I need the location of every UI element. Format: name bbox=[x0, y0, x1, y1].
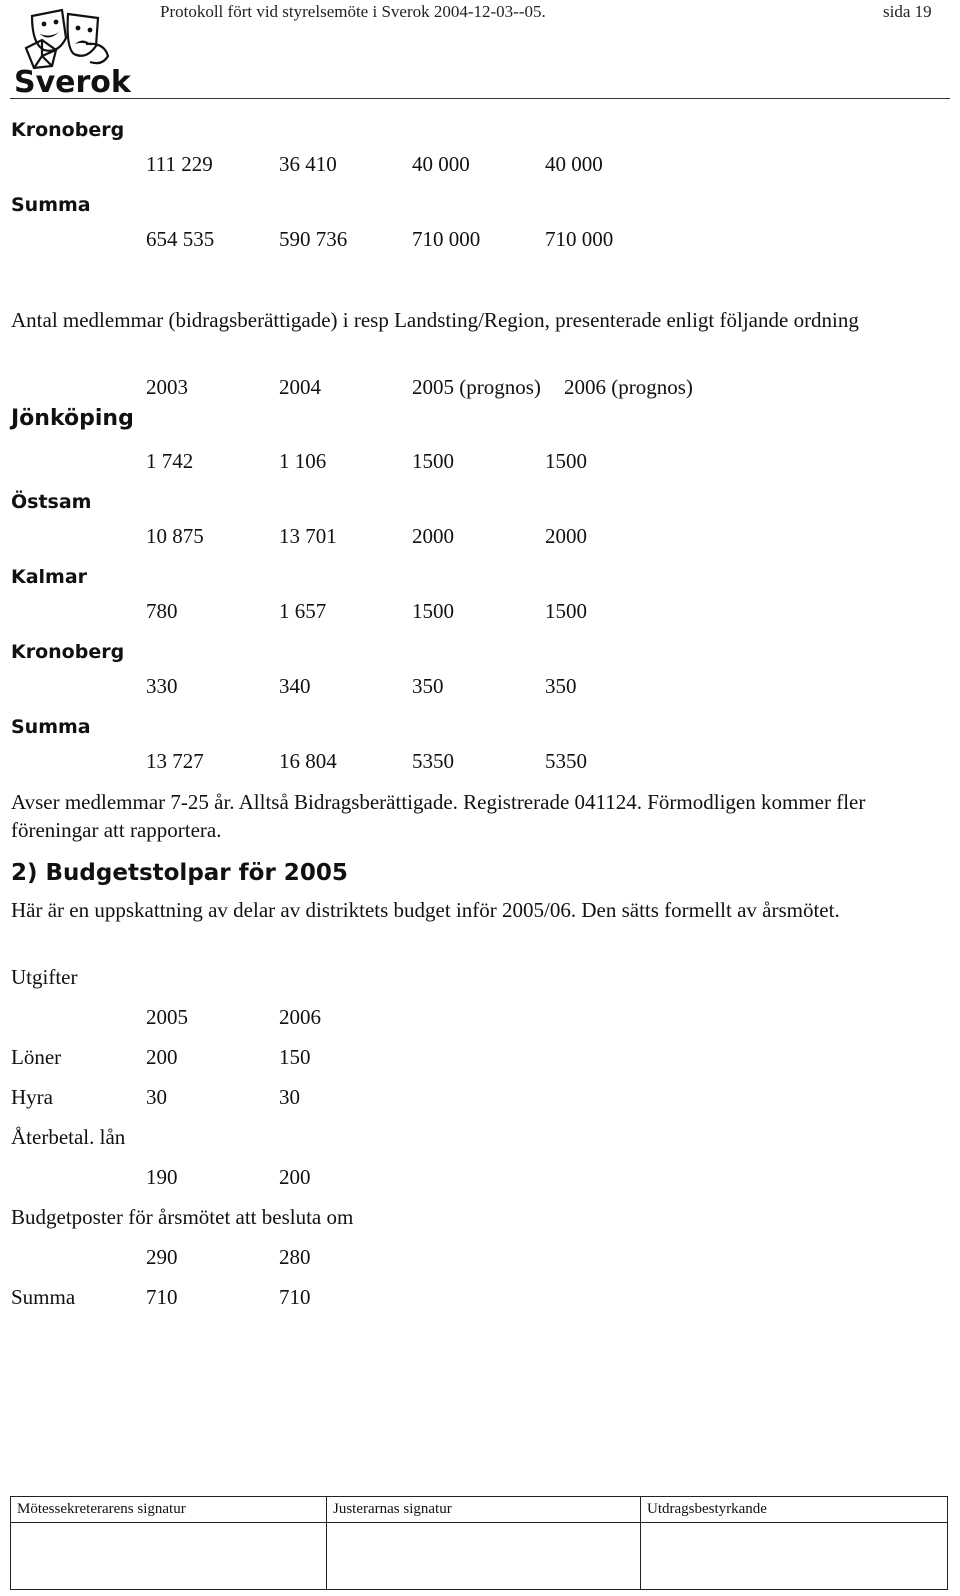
row-label: Jönköping bbox=[11, 406, 134, 431]
sverok-logo bbox=[12, 4, 140, 96]
cell-value: 30 bbox=[279, 1085, 300, 1109]
cell-value: 1 742 bbox=[146, 449, 194, 473]
cell-value: 290 bbox=[146, 1245, 178, 1269]
cell-value: 13 727 bbox=[146, 749, 204, 773]
signature-cell bbox=[11, 1497, 327, 1589]
row-label: Återbetal. lån bbox=[11, 1125, 126, 1149]
section-intro: Här är en uppskattning av delar av distriktets budget inför 2005/06. Den sätts formellt av årsmötet. bbox=[11, 898, 840, 922]
cell-value: 654 535 bbox=[146, 227, 215, 251]
header-rule bbox=[10, 98, 950, 99]
cell-value: 111 229 bbox=[146, 152, 213, 176]
signature-label: Utdragsbestyrkande bbox=[647, 1501, 767, 1517]
budget-title: Utgifter bbox=[11, 965, 78, 989]
cell-value: 5350 bbox=[412, 749, 454, 773]
column-header: 2003 bbox=[146, 375, 188, 399]
cell-value: 280 bbox=[279, 1245, 311, 1269]
cell-value: 190 bbox=[146, 1165, 178, 1189]
cell-value: 340 bbox=[279, 674, 311, 698]
cell-value: 2000 bbox=[545, 524, 587, 548]
cell-value: 40 000 bbox=[412, 152, 470, 176]
row-label: Summa bbox=[11, 194, 91, 216]
cell-value: 350 bbox=[545, 674, 577, 698]
row-label: Summa bbox=[11, 1285, 76, 1309]
cell-value: 1500 bbox=[545, 599, 587, 623]
cell-value: 710 bbox=[146, 1285, 178, 1309]
page-number: sida 19 bbox=[883, 2, 932, 21]
column-header: 2006 (prognos) bbox=[564, 375, 693, 399]
row-label: Kalmar bbox=[11, 566, 88, 588]
cell-value: 40 000 bbox=[545, 152, 603, 176]
cell-value: 710 bbox=[279, 1285, 311, 1309]
note-paragraph: Avser medlemmar 7-25 år. Alltså Bidragsberättigade. Registrerade 041124. Förmodligen kommer fler föreningar att rapportera. bbox=[11, 790, 866, 842]
row-label: Kronoberg bbox=[11, 119, 125, 141]
row-label: Summa bbox=[11, 716, 91, 738]
cell-value: 2000 bbox=[412, 524, 454, 548]
cell-value: 13 701 bbox=[279, 524, 337, 548]
signature-label: Mötessekreterarens signatur bbox=[17, 1501, 186, 1517]
cell-value: 710 000 bbox=[412, 227, 481, 251]
cell-value: 330 bbox=[146, 674, 178, 698]
cell-value: 200 bbox=[279, 1165, 311, 1189]
cell-value: 780 bbox=[146, 599, 178, 623]
signature-label: Justerarnas signatur bbox=[333, 1501, 452, 1517]
column-header: 2005 bbox=[146, 1005, 188, 1029]
row-label: Östsam bbox=[11, 491, 92, 513]
column-header: 2005 (prognos) bbox=[412, 375, 541, 399]
row-label: Löner bbox=[11, 1045, 62, 1069]
logo-wordmark: Sverok bbox=[14, 65, 131, 96]
cell-value: 710 000 bbox=[545, 227, 614, 251]
section-heading: 2) Budgetstolpar för 2005 bbox=[11, 860, 348, 886]
cell-value: 1 106 bbox=[279, 449, 327, 473]
cell-value: 590 736 bbox=[279, 227, 348, 251]
cell-value: 200 bbox=[146, 1045, 178, 1069]
cell-value: 1 657 bbox=[279, 599, 327, 623]
row-label: Budgetposter för årsmötet att besluta om bbox=[11, 1205, 354, 1229]
cell-value: 1500 bbox=[412, 599, 454, 623]
cell-value: 30 bbox=[146, 1085, 167, 1109]
document-title: Protokoll fört vid styrelsemöte i Sverok 2004-12-03--05. bbox=[160, 2, 546, 21]
column-header: 2006 bbox=[279, 1005, 321, 1029]
cell-value: 150 bbox=[279, 1045, 311, 1069]
column-header: 2004 bbox=[279, 375, 321, 399]
cell-value: 1500 bbox=[412, 449, 454, 473]
cell-value: 5350 bbox=[545, 749, 587, 773]
cell-value: 36 410 bbox=[279, 152, 337, 176]
members-intro: Antal medlemmar (bidragsberättigade) i resp Landsting/Region, presenterade enligt följande ordning bbox=[11, 308, 859, 332]
cell-value: 1500 bbox=[545, 449, 587, 473]
signature-cell bbox=[641, 1497, 947, 1589]
signature-table bbox=[10, 1496, 948, 1590]
cell-value: 350 bbox=[412, 674, 444, 698]
row-label: Kronoberg bbox=[11, 641, 125, 663]
row-label: Hyra bbox=[11, 1085, 53, 1109]
signature-cell bbox=[327, 1497, 641, 1589]
cell-value: 10 875 bbox=[146, 524, 204, 548]
cell-value: 16 804 bbox=[279, 749, 337, 773]
